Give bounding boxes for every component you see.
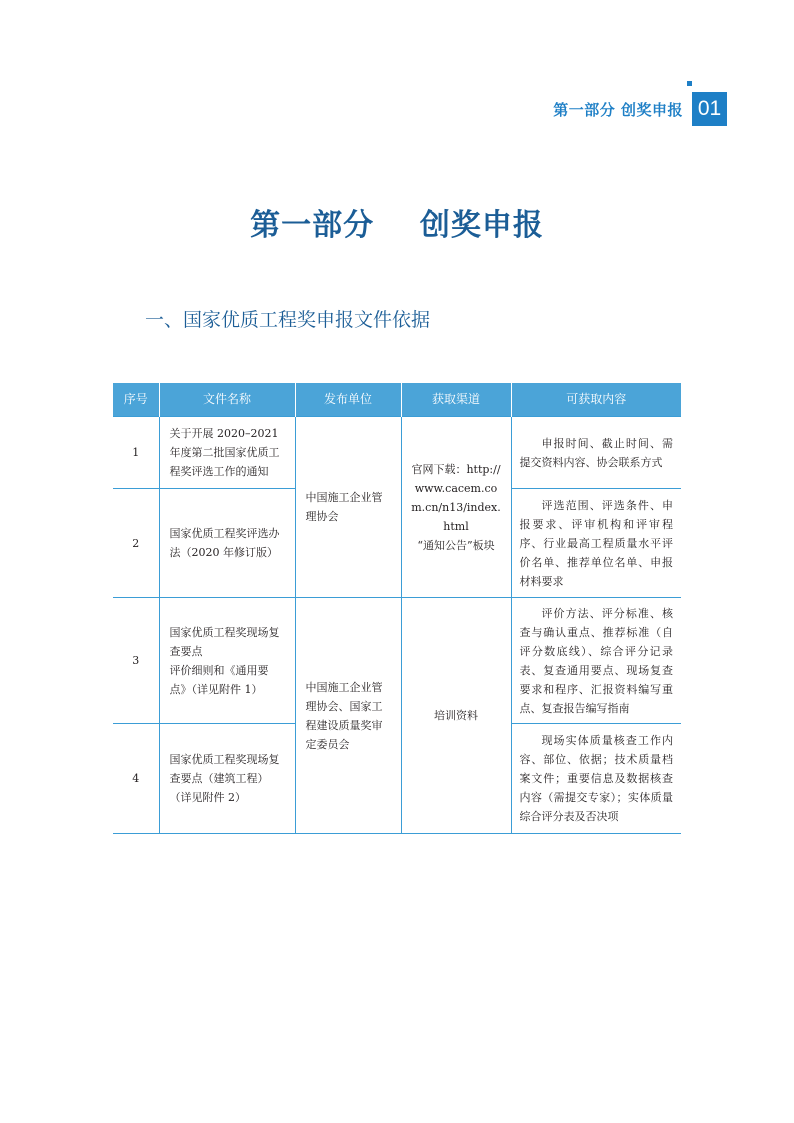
available-content: 现场实体质量核查工作内容、部位、依据；技术质量档案文件；重要信息及数据核查内容（需提交专家）；实体质量综合评分表及否决项 [511, 724, 681, 834]
section-title: 一、国家优质工程奖申报文件依据 [145, 309, 431, 331]
running-header [553, 92, 727, 126]
document-name-line: 评价细则和《通用要点》（详见附件 1） [169, 663, 269, 696]
channel-cell: 培训资料 [401, 598, 511, 834]
publisher-cell: 中国施工企业管理协会、国家工程建设质量奖审定委员会 [295, 598, 401, 834]
document-name-line: 国家优质工程奖现场复查要点（建筑工程） [169, 753, 280, 785]
row-index: 1 [113, 417, 159, 489]
row-index: 3 [113, 598, 159, 724]
document-name: 关于开展 2020–2021 年度第二批国家优质工程奖评选工作的通知 [159, 417, 295, 489]
column-header-publisher: 发布单位 [295, 383, 401, 417]
page-number: 01 [697, 97, 722, 120]
running-header-title: 第一部分 创奖申报 [553, 100, 683, 119]
document-basis-table [113, 383, 681, 834]
document-name [159, 598, 295, 724]
available-content: 评选范围、评选条件、申报要求、评审机构和评审程序、行业最高工程质量水平评价名单、推荐单位名单、申报材料要求 [511, 489, 681, 598]
table-header-row [113, 383, 681, 417]
table-row [113, 598, 681, 724]
document-name-line: 国家优质工程奖现场复查要点 [169, 625, 280, 658]
row-index: 4 [113, 724, 159, 834]
column-header-content: 可获取内容 [511, 383, 681, 417]
column-header-name: 文件名称 [159, 383, 295, 417]
part-title: 第一部分 创奖申报 [250, 208, 544, 243]
channel-url-text: 官网下载：http://www.cacem.com.cn/n13/index.html [411, 462, 501, 533]
table-row [113, 417, 681, 489]
document-name-line: （详见附件 2） [169, 791, 246, 804]
document-name [159, 724, 295, 834]
available-content: 申报时间、截止时间、需提交资料内容、协会联系方式 [511, 417, 681, 489]
publisher-cell: 中国施工企业管理协会 [295, 417, 401, 598]
row-index: 2 [113, 489, 159, 598]
page-number-badge [692, 92, 727, 126]
document-name: 国家优质工程奖评选办法（2020 年修订版） [159, 489, 295, 598]
channel-cell [401, 417, 511, 598]
column-header-channel: 获取渠道 [401, 383, 511, 417]
decorative-square [687, 81, 692, 86]
channel-section-text: “通知公告”板块 [417, 538, 495, 552]
available-content: 评价方法、评分标准、核查与确认重点、推荐标准（自评分数底线）、综合评分记录表、复查通用要点、现场复查要求和程序、汇报资料编写重点、复查报告编写指南 [511, 598, 681, 724]
column-header-index: 序号 [113, 383, 159, 417]
